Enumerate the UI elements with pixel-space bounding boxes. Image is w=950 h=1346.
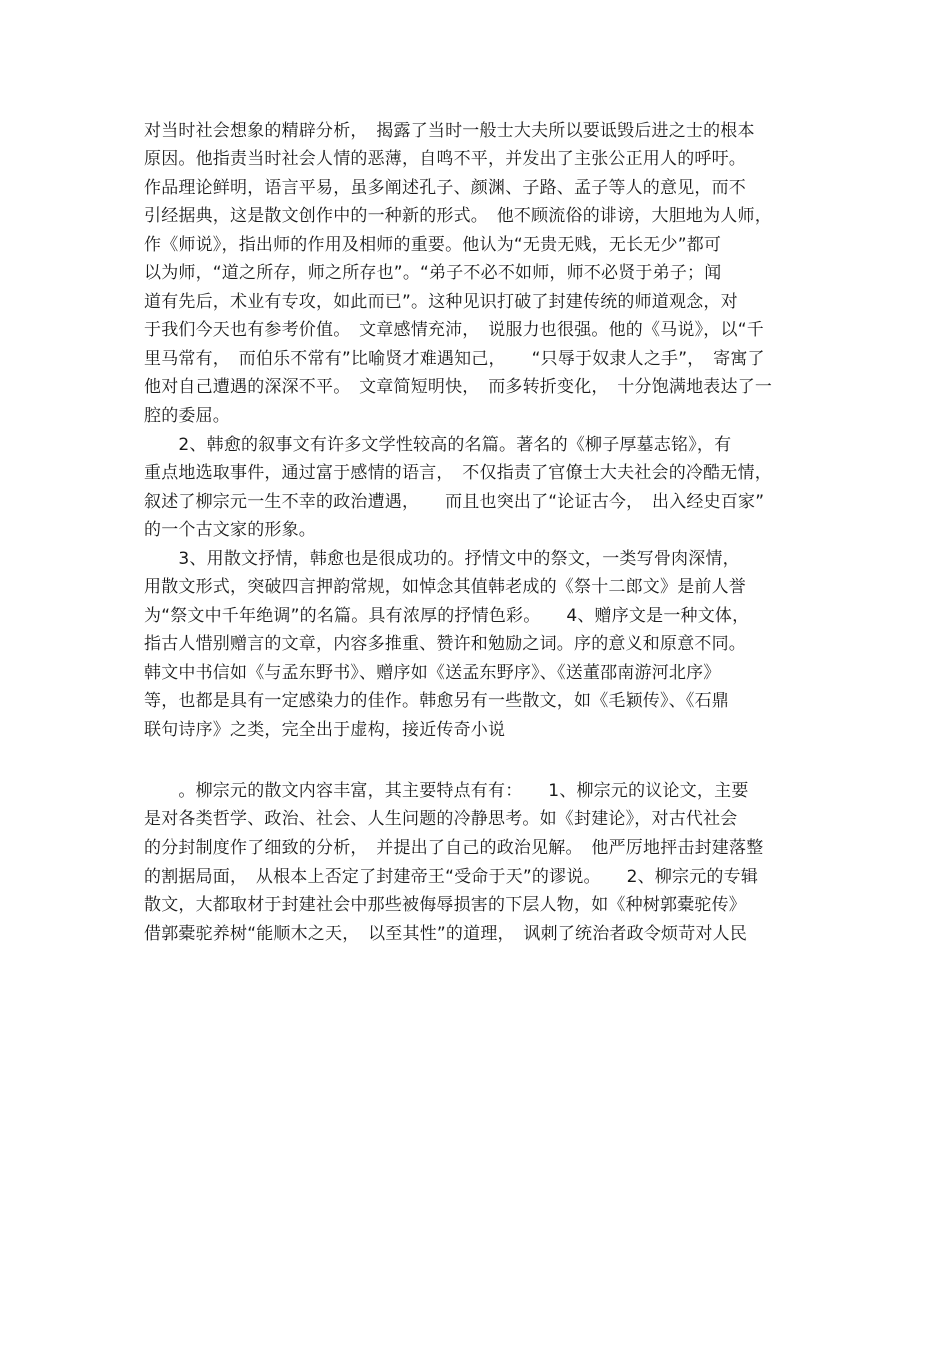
text-line: 道有先后，术业有专攻，如此而已”。这种见识打破了封建传统的师道观念，对 [144, 292, 738, 312]
text-line: 散文，大都取材于封建社会中那些被侮辱损害的下层人物，如《种树郭橐驼传》 [144, 895, 746, 915]
text-line: 指古人惜别赠言的文章，内容多推重、赞许和勉励之词。序的意义和原意不同。 [144, 634, 746, 654]
text-line: 的一个古文家的形象。 [144, 520, 316, 540]
text-line: 引经据典，这是散文创作中的一种新的形式。 他不顾流俗的诽谤，大胆地为人师， [144, 206, 772, 226]
text-line: 以为师，“道之所存，师之所存也”。“弟子不必不如师，师不必贤于弟子；闻 [144, 263, 722, 283]
text-line: 的分封制度作了细致的分析， 并提出了自己的政治见解。 他严厉地抨击封建落整 [144, 838, 764, 858]
text-line: 作《师说》，指出师的作用及相师的重要。他认为“无贵无贱，无长无少”都可 [144, 235, 722, 255]
text-line: 重点地选取事件，通过富于感情的语言， 不仅指责了官僚士大夫社会的冷酷无情， [144, 463, 772, 483]
text-line: 是对各类哲学、政治、社会、人生问题的冷静思考。如《封建论》，对古代社会 [144, 809, 738, 829]
text-line: 为“祭文中千年绝调”的名篇。具有浓厚的抒情色彩。 4、赠序文是一种文体， [144, 606, 750, 626]
text-line: 。柳宗元的散文内容丰富，其主要特点有有： 1、柳宗元的议论文，主要 [144, 781, 749, 801]
text-line: 对当时社会想象的精辟分析， 揭露了当时一般士大夫所以要诋毁后进之士的根本 [144, 121, 755, 141]
text-line: 里马常有， 而伯乐不常有”比喻贤才难遇知己， “只辱于奴隶人之手”， 寄寓了 [144, 349, 765, 369]
text-line: 韩文中书信如《与孟东野书》、赠序如《送孟东野序》、《送董邵南游河北序》 [144, 663, 721, 683]
text-line: 的割据局面， 从根本上否定了封建帝王“受命于天”的谬说。 2、柳宗元的专辑 [144, 867, 759, 887]
text-line: 作品理论鲜明，语言平易，虽多阐述孔子、颜渊、子路、孟子等人的意见，而不 [144, 178, 746, 198]
text-line: 用散文形式，突破四言押韵常规，如悼念其值韩老成的《祭十二郎文》是前人誉 [144, 577, 746, 597]
text-line: 借郭橐驼养树“能顺木之天， 以至其性”的道理， 讽刺了统治者政令烦苛对人民 [144, 924, 748, 944]
text-line: 他对自己遭遇的深深不平。 文章简短明快， 而多转折变化， 十分饱满地表达了一 [144, 377, 773, 397]
text-line: 联句诗序》之类，完全出于虚构，接近传奇小说 [144, 720, 506, 740]
text-line: 腔的委屈。 [144, 406, 230, 426]
text-line: 等，也都是具有一定感染力的佳作。韩愈另有一些散文，如《毛颖传》、《石鼎 [144, 691, 729, 711]
text-line: 2、韩愈的叙事文有许多文学性较高的名篇。著名的《柳子厚墓志铭》，有 [144, 435, 732, 455]
text-line: 叙述了柳宗元一生不幸的政治遭遇， 而且也突出了“论证古今， 出入经史百家” [144, 492, 765, 512]
text-line: 原因。他指责当时社会人情的恶薄，自鸣不平，并发出了主张公正用人的呼吁。 [144, 149, 746, 169]
text-line: 于我们今天也有参考价值。 文章感情充沛， 说服力也很强。他的《马说》，以“千 [144, 320, 764, 340]
text-line: 3、用散文抒情，韩愈也是很成功的。抒情文中的祭文，一类写骨肉深情， [144, 549, 740, 569]
